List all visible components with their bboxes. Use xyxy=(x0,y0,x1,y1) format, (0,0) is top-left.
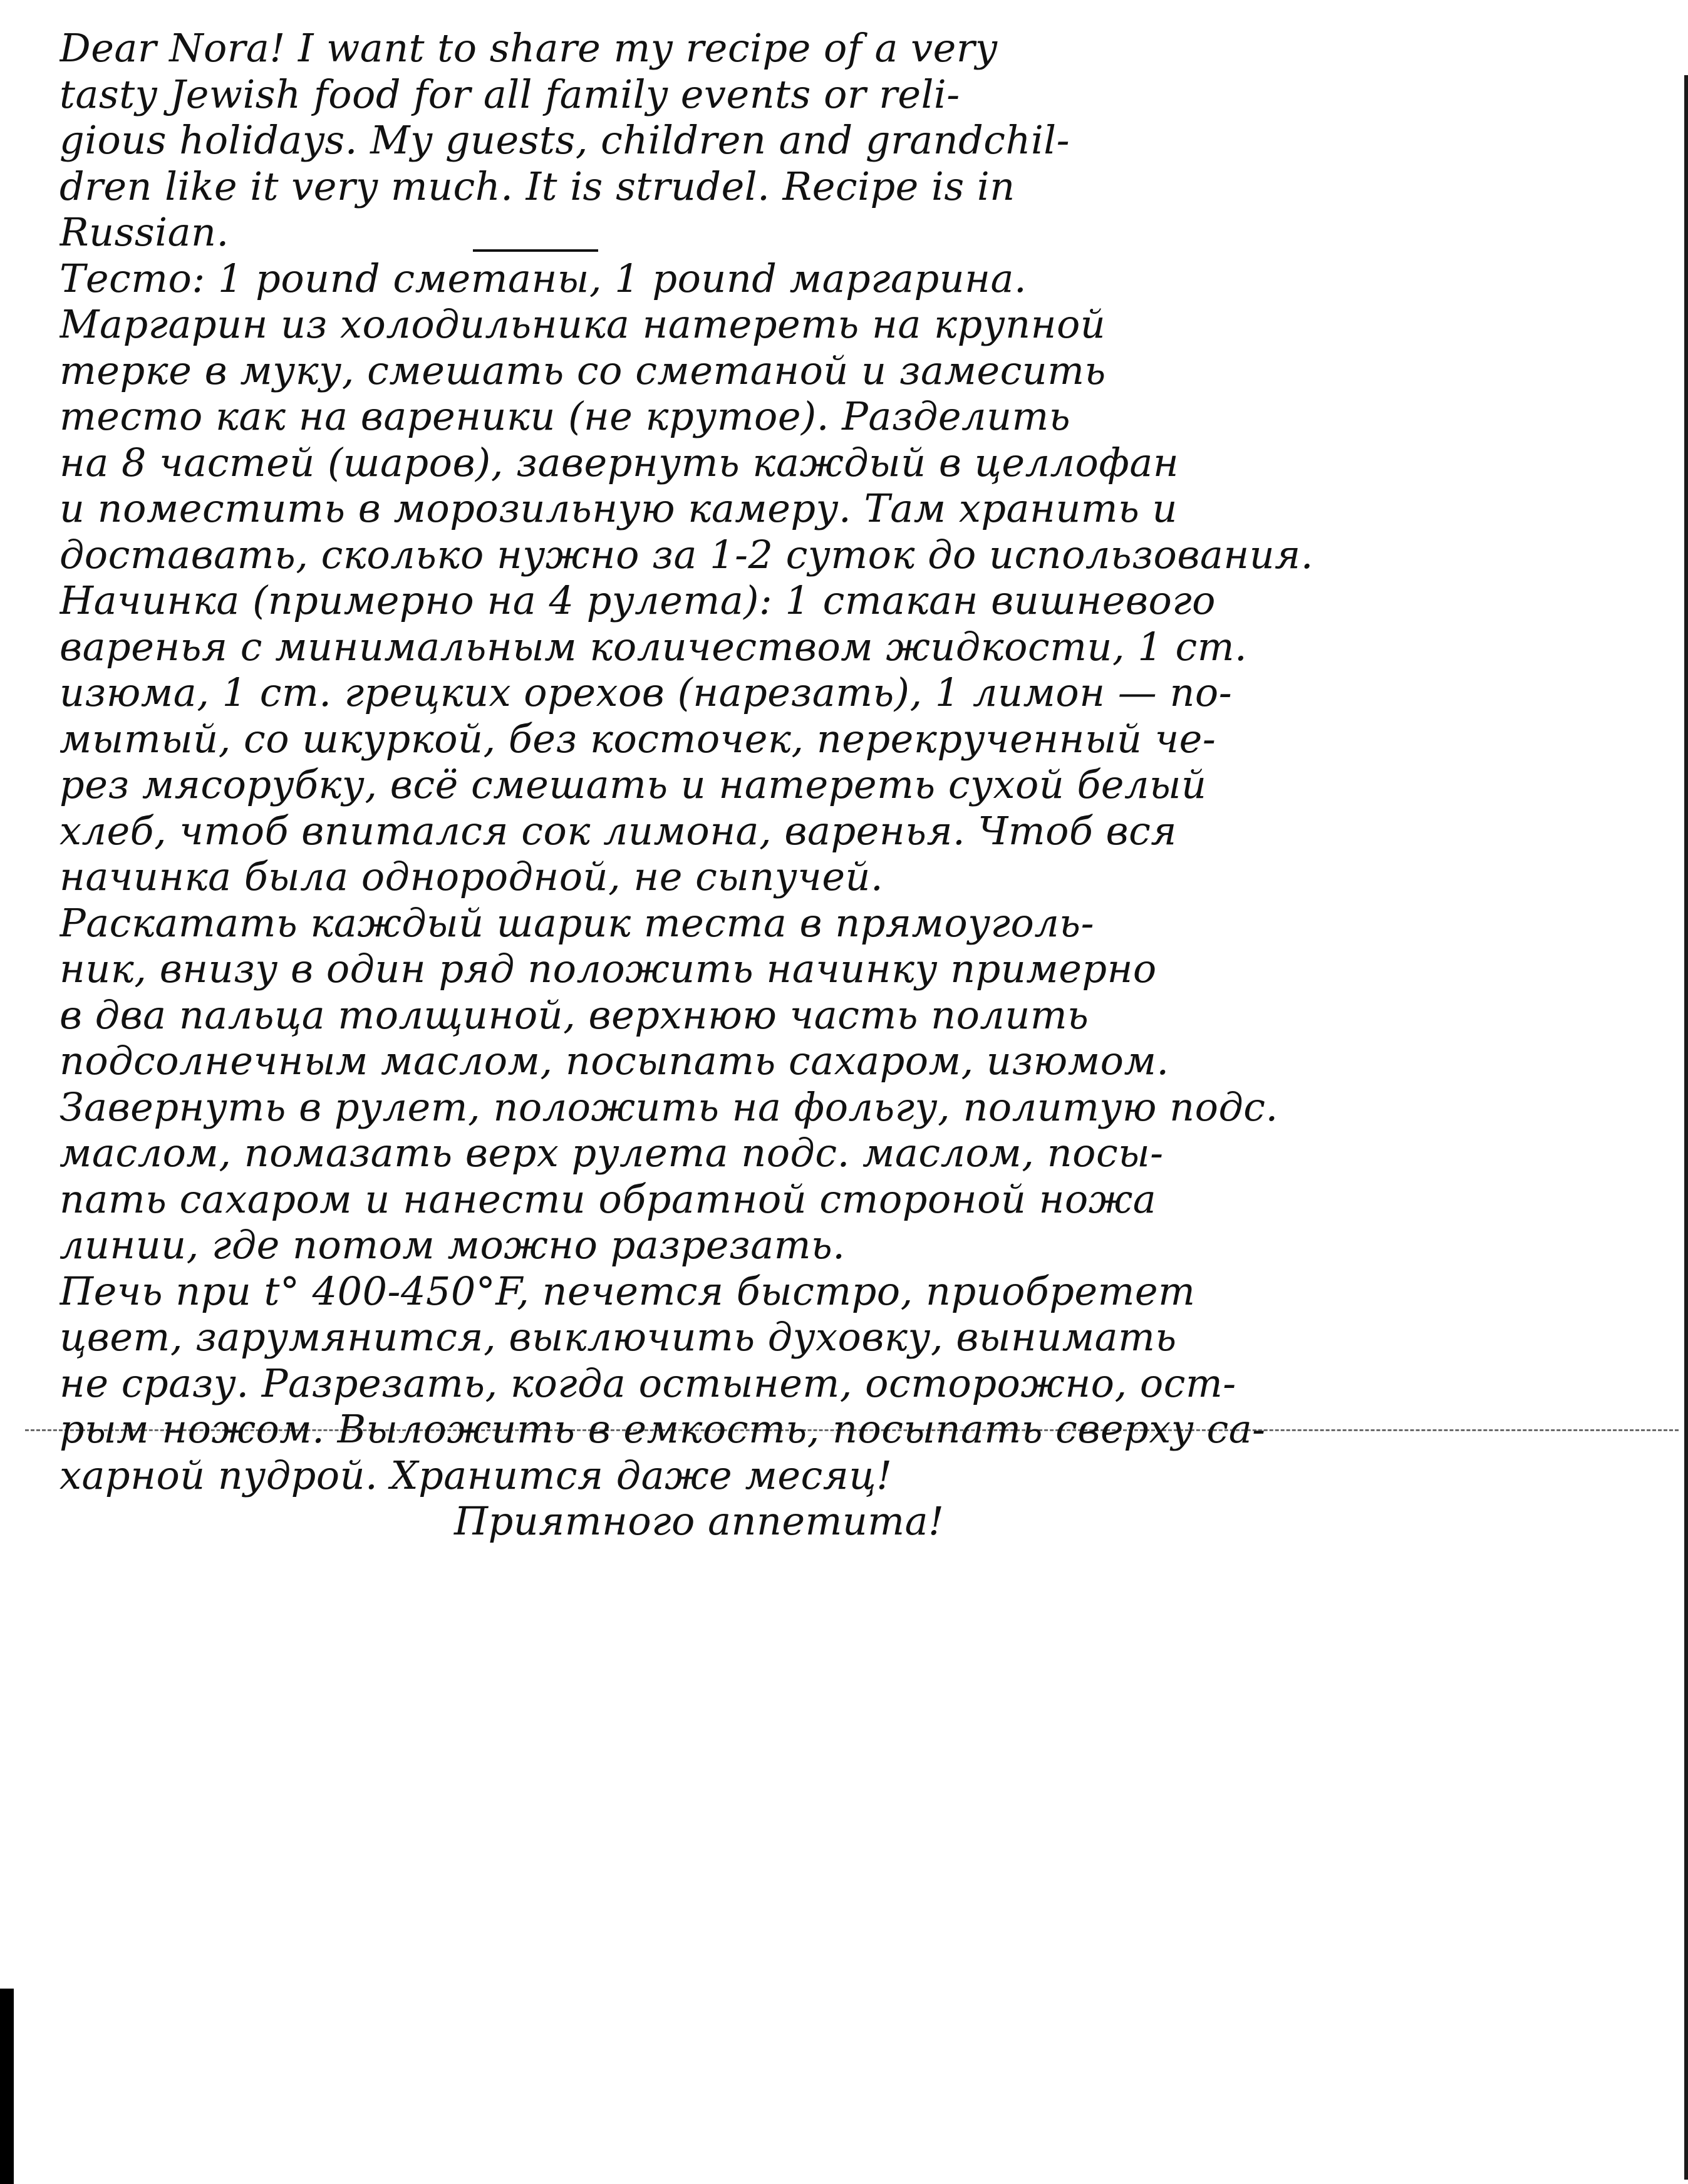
letter-line: изюма, 1 ст. грецких орехов (нарезать), 1 лимон — по- xyxy=(60,670,1233,715)
letter-line: мытый, со шкуркой, без косточек, перекрученный че- xyxy=(60,715,1216,762)
letter-line: рез мясорубку, всё смешать и натереть сухой белый xyxy=(60,762,1207,807)
dough-heading-line: Тесто: 1 pound сметаны, 1 pound маргарина. xyxy=(60,255,1027,301)
letter-line: на 8 частей (шаров), завернуть каждый в целлофан xyxy=(60,439,1179,485)
letter-line: в два пальца толщиной, верхнюю часть полить xyxy=(60,991,1089,1038)
letter-line: доставать, сколько нужно за 1-2 суток до использования. xyxy=(60,531,1313,577)
letter-line: цвет, зарумянится, выключить духовку, вынимать xyxy=(60,1314,1177,1360)
scan-edge-shadow xyxy=(0,1989,14,2184)
letter-line: хлеб, чтоб впитался сок лимона, варенья. Чтоб вся xyxy=(60,807,1177,854)
letter-line: Маргарин из холодильника натереть на крупной xyxy=(60,301,1106,347)
letter-line: не сразу. Разрезать, когда остынет, осторожно, ост- xyxy=(60,1360,1236,1406)
letter-line: пать сахаром и нанести обратной стороной ножа xyxy=(60,1176,1157,1222)
letter-line: dren like it very much. It is strudel. Recipe is in xyxy=(60,163,1015,209)
handwritten-letter xyxy=(60,25,1663,1545)
letter-line: подсолнечным маслом, посыпать сахаром, изюмом. xyxy=(60,1038,1169,1084)
letter-line: Russian. xyxy=(60,209,1663,256)
letter-line: tasty Jewish food for all family events or reli- xyxy=(60,71,960,117)
letter-line: Завернуть в рулет, положить на фольгу, политую подс. xyxy=(60,1084,1278,1130)
letter-line: ник, внизу в один ряд положить начинку примерно xyxy=(60,946,1157,991)
letter-line: Раскатать каждый шарик теста в прямоуголь- xyxy=(60,899,1095,946)
letter-line: линии, где потом можно разрезать. xyxy=(60,1222,846,1268)
letter-line: харной пудрой. Хранится даже месяц! xyxy=(60,1452,893,1498)
closing-line: Приятного аппетита! xyxy=(454,1498,945,1544)
letter-line: маслом, помазать верх рулета подс. маслом, посы- xyxy=(60,1130,1164,1176)
filling-heading-line: Начинка (примерно на 4 рулета): 1 стакан вишневого xyxy=(60,577,1216,623)
letter-line: и поместить в морозильную камеру. Там хранить и xyxy=(60,485,1178,531)
letter-line: Печь при t° 400-450°F, печется быстро, приобретет xyxy=(60,1268,1196,1314)
letter-line: терке в муку, смешать со сметаной и замесить xyxy=(60,347,1106,393)
letter-line: тесто как на вареники (не крутое). Разделить xyxy=(60,393,1071,439)
letter-line: Dear Nora! I want to share my recipe of a very xyxy=(60,25,998,71)
letter-line: начинка была однородной, не сыпучей. xyxy=(60,854,884,899)
letter-line: варенья с минимальным количеством жидкости, 1 ст. xyxy=(60,623,1248,670)
paper-right-edge xyxy=(1684,75,1688,2180)
letter-line: gious holidays. My guests, children and grandchil- xyxy=(60,117,1070,163)
letter-line: рым ножом. Выложить в емкость, посыпать сверху са- xyxy=(60,1406,1266,1452)
